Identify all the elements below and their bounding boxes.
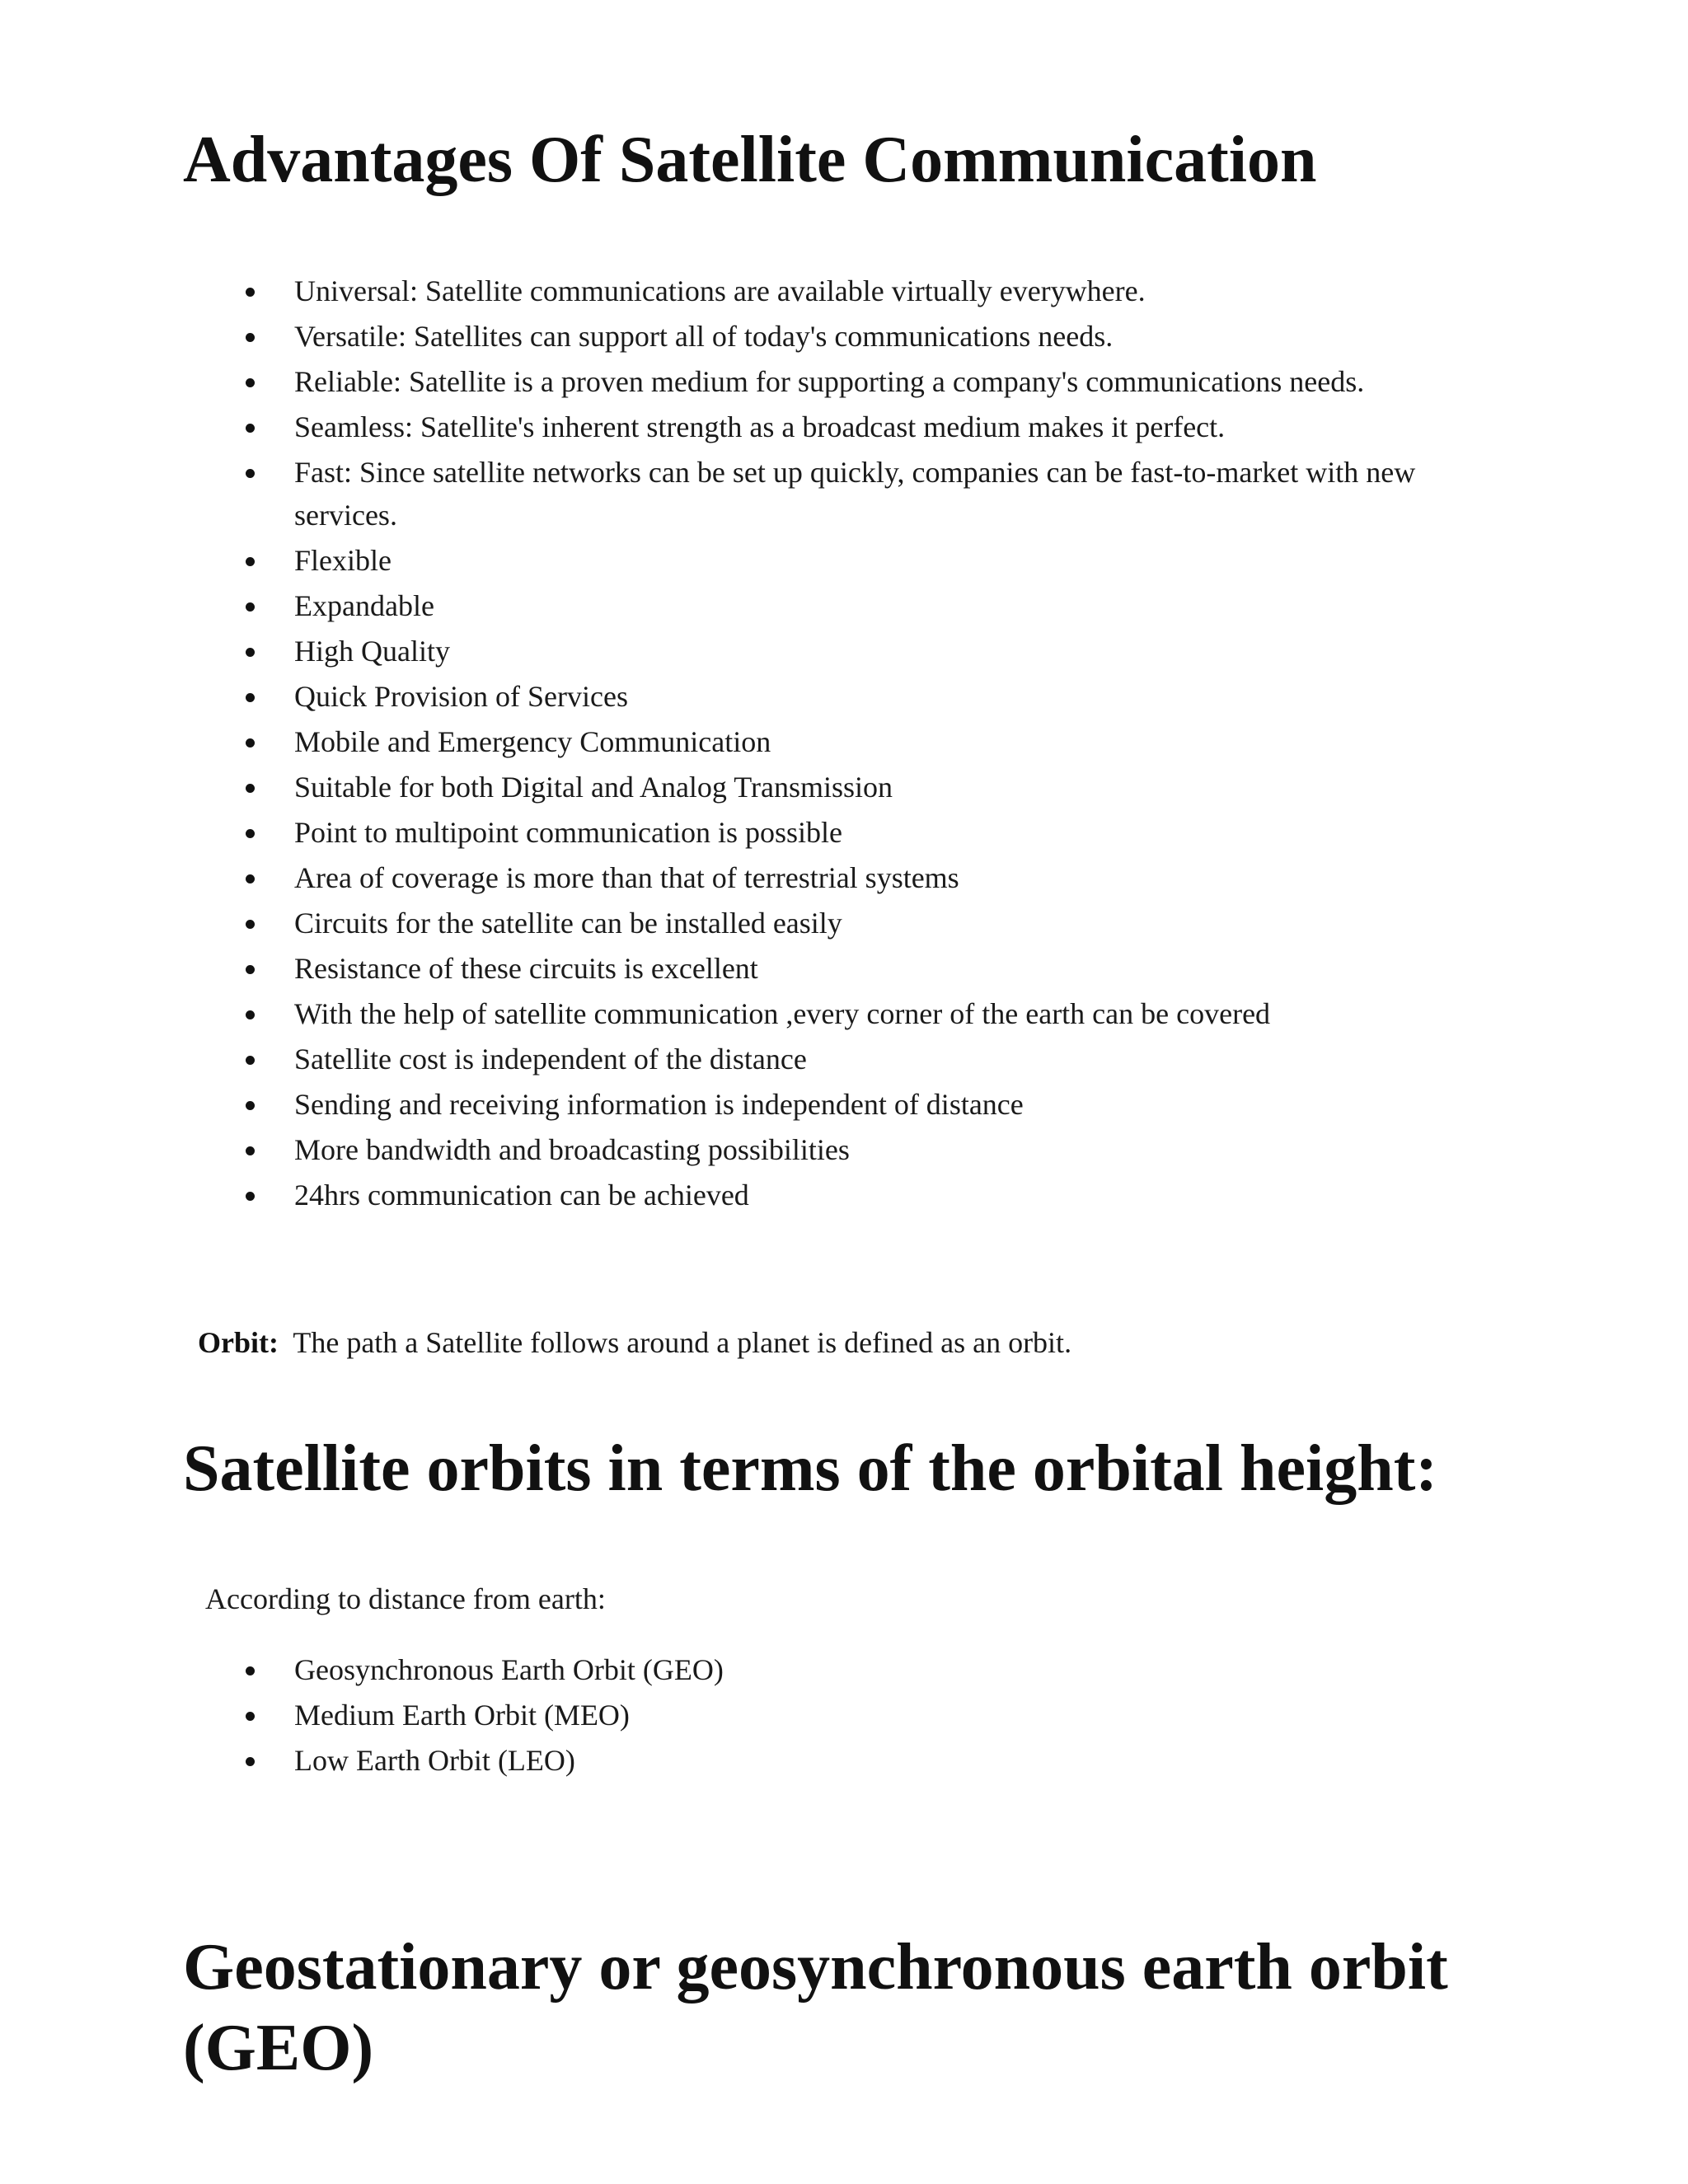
orbit-term: Orbit: bbox=[198, 1326, 279, 1359]
orbit-definition-text: The path a Satellite follows around a planet is defined as an orbit. bbox=[293, 1326, 1072, 1359]
heading-advantages: Advantages Of Satellite Communication bbox=[183, 124, 1317, 196]
list-item: Quick Provision of Services bbox=[0, 675, 1510, 718]
list-item: Expandable bbox=[0, 584, 1510, 627]
list-item: Area of coverage is more than that of terrestrial systems bbox=[0, 856, 1510, 899]
orbits-intro: According to distance from earth: bbox=[205, 1582, 606, 1615]
list-item: More bandwidth and broadcasting possibilities bbox=[0, 1128, 1510, 1171]
list-item: Flexible bbox=[0, 539, 1510, 582]
list-item: Suitable for both Digital and Analog Transmission bbox=[0, 766, 1510, 808]
list-item: Satellite cost is independent of the distance bbox=[0, 1038, 1510, 1080]
list-item: Geosynchronous Earth Orbit (GEO) bbox=[0, 1648, 1510, 1691]
heading-orbits: Satellite orbits in terms of the orbital height: bbox=[183, 1432, 1437, 1505]
list-item: Seamless: Satellite's inherent strength as a broadcast medium makes it perfect. bbox=[0, 405, 1510, 448]
list-item: Medium Earth Orbit (MEO) bbox=[0, 1694, 1510, 1736]
list-item: Fast: Since satellite networks can be set up quickly, companies can be fast-to-market with new services. bbox=[0, 451, 1510, 537]
list-item: Versatile: Satellites can support all of today's communications needs. bbox=[0, 315, 1510, 358]
orbit-definition bbox=[198, 1321, 1071, 1364]
list-item: With the help of satellite communication ,every corner of the earth can be covered bbox=[0, 992, 1510, 1035]
list-item: Reliable: Satellite is a proven medium for supporting a company's communications needs. bbox=[0, 360, 1510, 403]
list-item: Low Earth Orbit (LEO) bbox=[0, 1739, 1510, 1782]
list-item: Circuits for the satellite can be installed easily bbox=[0, 902, 1510, 944]
heading-geo: Geostationary or geosynchronous earth orbit (GEO) bbox=[183, 1931, 1448, 2084]
list-item: Point to multipoint communication is possible bbox=[0, 811, 1510, 854]
list-item: Mobile and Emergency Communication bbox=[0, 720, 1510, 763]
list-item: Universal: Satellite communications are available virtually everywhere. bbox=[0, 269, 1510, 312]
list-item: Sending and receiving information is independent of distance bbox=[0, 1083, 1510, 1126]
orbit-types-list bbox=[0, 1648, 1510, 1784]
list-item: Resistance of these circuits is excellent bbox=[0, 947, 1510, 990]
list-item: High Quality bbox=[0, 630, 1510, 673]
list-item: 24hrs communication can be achieved bbox=[0, 1174, 1510, 1216]
advantages-list bbox=[0, 269, 1510, 1219]
